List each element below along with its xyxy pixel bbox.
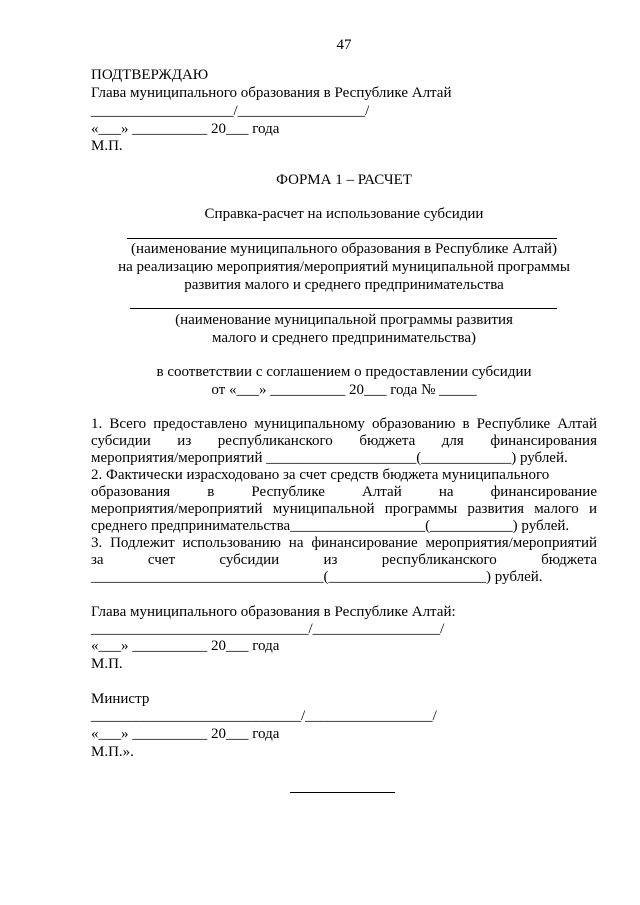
- approval-heading: ПОДТВЕРЖДАЮ: [91, 67, 209, 83]
- item-line: мероприятия/мероприятий муниципальной программы развития малого и: [91, 501, 597, 517]
- item-line: среднего предпринимательства__________________(___________) рублей.: [91, 518, 570, 534]
- approval-date-line: «___» __________ 20___ года: [91, 121, 280, 137]
- municipality-name-blank: [127, 238, 557, 239]
- purpose-line-2: развития малого и среднего предпринимательства: [184, 277, 504, 293]
- program-caption-line-1: (наименование муниципальной программы развития: [175, 312, 513, 328]
- page-number: 47: [336, 37, 352, 53]
- end-divider: [290, 792, 395, 793]
- head-date-line: «___» __________ 20___ года: [91, 638, 280, 654]
- minister-date-line: «___» __________ 20___ года: [91, 726, 280, 742]
- purpose-line-1: на реализацию мероприятия/мероприятий муниципальной программы: [118, 259, 570, 275]
- item-line: 1. Всего предоставлено муниципальному образованию в Республике Алтай: [91, 416, 597, 432]
- minister-position: Министр: [91, 691, 150, 707]
- approval-position: Глава муниципального образования в Республике Алтай: [91, 85, 452, 101]
- head-position: Глава муниципального образования в Республике Алтай:: [91, 604, 456, 620]
- minister-stamp: М.П.».: [91, 744, 134, 760]
- minister-signature-line: ____________________________/_________________/: [91, 708, 437, 724]
- head-stamp: М.П.: [91, 656, 123, 672]
- item-line: субсидии из республиканского бюджета для финансирования: [91, 433, 597, 449]
- approval-signature-line: ___________________/_________________/: [91, 103, 370, 119]
- agreement-line-1: в соответствии с соглашением о предоставлении субсидии: [156, 364, 532, 380]
- item-line: 2. Фактически израсходовано за счет средств бюджета муниципального: [91, 467, 550, 483]
- item-line: мероприятия/мероприятий ____________________(____________) рублей.: [91, 450, 568, 466]
- head-signature-line: _____________________________/_________________/: [91, 621, 445, 637]
- agreement-line-2: от «___» __________ 20___ года № _____: [211, 382, 477, 398]
- document-title: Справка-расчет на использование субсидии: [204, 206, 484, 222]
- item-line: образования в Республике Алтай на финансирование: [91, 484, 597, 500]
- program-caption-line-2: малого и среднего предпринимательства): [211, 330, 477, 346]
- item-line: 3. Подлежит использованию на финансирование мероприятия/мероприятий: [91, 535, 597, 551]
- approval-stamp: М.П.: [91, 138, 123, 154]
- municipality-caption: (наименование муниципального образования в Республике Алтай): [131, 241, 557, 257]
- form-title: ФОРМА 1 – РАСЧЕТ: [276, 172, 412, 188]
- item-line: _______________________________(_____________________) рублей.: [91, 569, 543, 585]
- program-name-blank: [130, 308, 557, 309]
- item-line: за счет субсидии из республиканского бюджета: [91, 552, 597, 568]
